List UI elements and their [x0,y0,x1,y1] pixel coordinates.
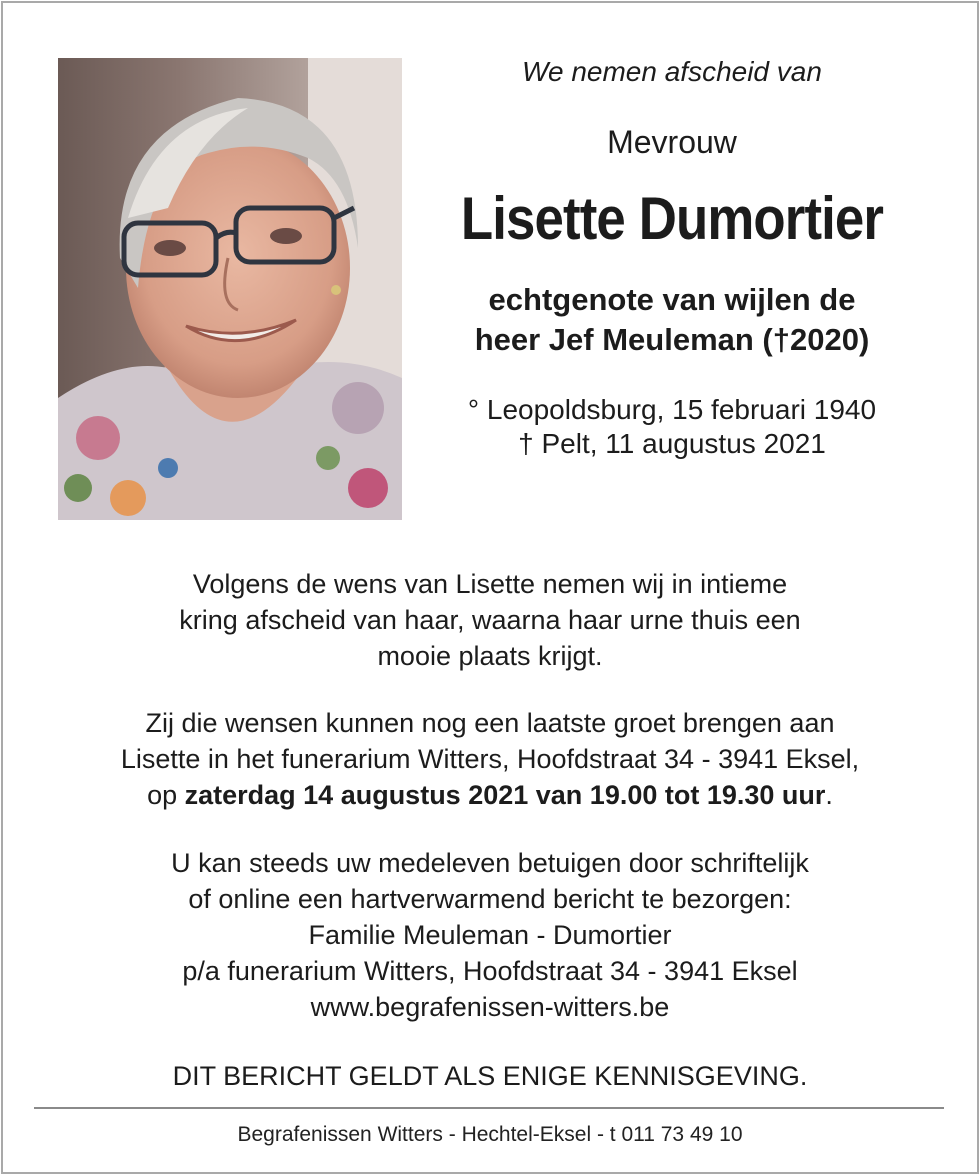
portrait-photo [58,58,402,520]
death-date: † Pelt, 11 augustus 2021 [518,428,826,459]
notice-text: DIT BERICHT GELDT ALS ENIGE KENNISGEVING. [172,1061,808,1091]
text-line: kring afscheid van haar, waarna haar urne thuis een [179,605,801,635]
paragraph-wishes [30,566,950,674]
text-line: of online een hartverwarmend bericht te bezorgen: [188,884,792,914]
honorific: Mevrouw [607,124,737,160]
life-dates [418,393,926,461]
text-line: Volgens de wens van Lisette nemen wij in intieme [192,569,788,599]
footer-text: Begrafenissen Witters - Hechtel-Eksel - t 011 73 49 10 [237,1123,743,1146]
text-line: U kan steeds uw medeleven betuigen door schriftelijk [171,848,809,878]
website-link[interactable]: www.begrafenissen-witters.be [310,992,670,1022]
paragraph-condolences [30,845,950,1025]
text-line [30,777,950,813]
divider [34,1107,944,1109]
family-name: Familie Meuleman - Dumortier [308,920,672,950]
text-prefix: op [147,780,185,810]
header-block [418,52,926,461]
deceased-name: Lisette Dumortier [460,185,884,252]
paragraph-visitation [30,705,950,813]
text-line: Zij die wensen kunnen nog een laatste groet brengen aan [145,708,835,738]
text-suffix: . [825,780,833,810]
spouse-line-2: heer Jef Meuleman (†2020) [474,322,870,357]
address-line: p/a funerarium Witters, Hoofdstraat 34 - 3941 Eksel [182,956,798,986]
visitation-datetime: zaterdag 14 augustus 2021 van 19.00 tot 19.30 uur [184,780,826,810]
spouse-line-1: echtgenote van wijlen de [488,282,856,317]
birth-date: ° Leopoldsburg, 15 februari 1940 [467,394,877,425]
text-line: mooie plaats krijgt. [377,641,603,671]
spouse-info [418,280,926,360]
text-line: Lisette in het funerarium Witters, Hoofdstraat 34 - 3941 Eksel, [120,744,860,774]
intro-text: We nemen afscheid van [522,56,822,87]
